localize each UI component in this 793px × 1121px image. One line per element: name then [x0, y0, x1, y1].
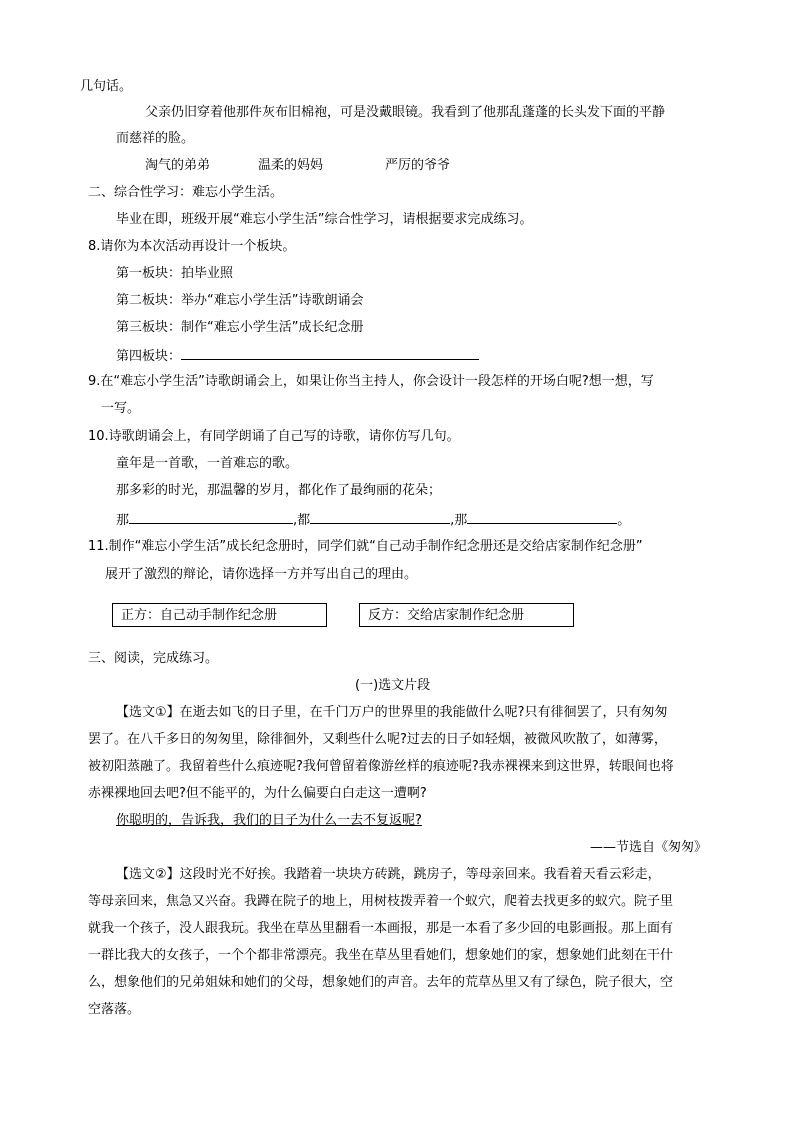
passage2-line-3: 就我一个孩子，没人跟我玩。我坐在草丛里翻看一本画报，那是一本看了多少回的电影画报。那上面有 [88, 921, 674, 936]
passage1-line-3: 被初阳蒸融了。我留着些什么痕迹呢?我何曾留着像游丝样的痕迹呢?我赤裸裸来到这世界，转眼间也将 [88, 759, 674, 774]
q7-option-2: 温柔的妈妈 [258, 158, 324, 173]
passage2-line-2: 等母亲回来，焦急又兴奋。我蹲在院子的地上，用树枝拨弄着一个蚁穴，爬着去找更多的蚁穴。院子里 [88, 894, 674, 909]
q10-fill-word-2: ,都 [293, 513, 311, 528]
q9-line-2: 一写。 [101, 401, 141, 416]
q10-fill-word-3: ,那 [450, 513, 468, 528]
q7-option-1: 淘气的弟弟 [145, 158, 211, 173]
paragraph-tail: 几句话。 [80, 79, 133, 94]
q10-blank-2[interactable] [310, 510, 450, 524]
q8-item-3: 第三板块：制作“难忘小学生活”成长纪念册 [116, 320, 364, 335]
q10-blank-1[interactable] [129, 510, 293, 524]
q8-item-4-label: 第四板块： [116, 349, 182, 364]
section-2-intro: 毕业在即，班级开展“难忘小学生活”综合性学习，请根据要求完成练习。 [116, 212, 533, 227]
passage1-underlined-sentence: 你聪明的，告诉我，我们的日子为什么一去不复返呢? [116, 813, 422, 828]
q10-poem-line-2: 那多彩的时光，那温馨的岁月，都化作了最绚丽的花朵； [116, 483, 442, 498]
section-2-title: 二、综合性学习：难忘小学生活。 [88, 185, 284, 200]
q10-blank-3[interactable] [467, 510, 617, 524]
passage2-line-1: 【选文②】这段时光不好挨。我踏着一块块方砖跳，跳房子，等母亲回来。我看着天看云彩走， [116, 867, 661, 882]
q10-fill-word-1: 那 [116, 513, 130, 528]
passage2-line-6: 空落落。 [88, 1002, 141, 1017]
q8-item-2: 第二板块：举办“难忘小学生活”诗歌朗诵会 [116, 293, 364, 308]
subsection-1-title: (一)选文片段 [355, 678, 431, 693]
q10-fill-line [116, 510, 630, 530]
passage1-line-1: 【选文①】在逝去如飞的日子里，在千门万户的世界里的我能做什么呢?只有徘徊罢了，只有匆匆 [116, 705, 668, 720]
passage1-source: ——节选自《匆匆》 [590, 840, 708, 855]
q10-poem-line-1: 童年是一首歌，一首难忘的歌。 [116, 456, 299, 471]
q10-title: 10.诗歌朗诵会上，有同学朗诵了自己写的诗歌，请你仿写几句。 [88, 429, 460, 444]
passage1-line-4: 赤裸裸地回去吧?但不能平的，为什么偏要白白走这一遭啊? [88, 786, 427, 801]
q7-sentence-line-2: 而慈祥的脸。 [116, 131, 195, 146]
debate-pro-box[interactable]: 正方：自己动手制作纪念册 [112, 603, 327, 627]
passage2-line-4: 一群比我大的女孩子，一个个都非常漂亮。我坐在草丛里看她们，想象她们的家，想象她们此刻在干什 [88, 948, 674, 963]
q8-title: 8.请你为本次活动再设计一个板块。 [88, 239, 296, 254]
q11-line-1: 11.制作“难忘小学生活”成长纪念册时，同学们就“自己动手制作纪念册还是交给店家制作纪念册” [88, 539, 643, 554]
q10-fill-end: 。 [617, 513, 631, 528]
q8-answer-blank[interactable] [181, 346, 479, 360]
q11-line-2: 展开了激烈的辩论，请你选择一方并写出自己的理由。 [105, 567, 418, 582]
passage2-line-5: 么，想象他们的兄弟姐妹和她们的父母，想象她们的声音。去年的荒草丛里又有了绿色，院子很大，空 [88, 975, 674, 990]
q8-item-4 [116, 346, 479, 366]
passage1-line-2: 罢了。在八千多日的匆匆里，除徘徊外，又剩些什么呢?过去的日子如轻烟，被微风吹散了，如薄雾， [88, 732, 667, 747]
debate-con-box[interactable]: 反方：交给店家制作纪念册 [359, 603, 574, 627]
q7-option-3: 严厉的爷爷 [385, 158, 451, 173]
q7-sentence-line-1: 父亲仍旧穿着他那件灰布旧棉袍，可是没戴眼镜。我看到了他那乱蓬蓬的长头发下面的平静 [145, 105, 666, 120]
section-3-title: 三、阅读，完成练习。 [88, 651, 219, 666]
q8-item-1: 第一板块：拍毕业照 [116, 266, 234, 281]
q9-line-1: 9.在“难忘小学生活”诗歌朗诵会上，如果让你当主持人，你会设计一段怎样的开场白呢?想一想，写 [88, 374, 654, 389]
